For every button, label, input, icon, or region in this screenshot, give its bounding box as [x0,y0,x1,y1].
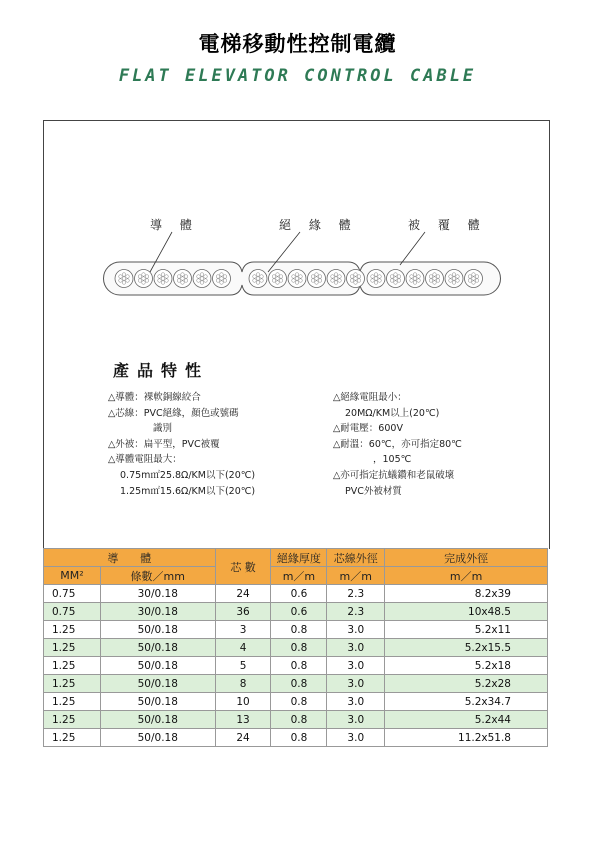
cell-mm2: 0.75 [44,603,101,621]
prop-sheath: △外被：扁平型，PVC被覆 [108,439,220,450]
core-insulation [288,270,306,288]
prop-voltage: △耐電壓：600V [333,423,403,434]
table-body [44,585,548,747]
cell-strands: 30/0.18 [100,603,215,621]
table-row [44,639,548,657]
cell-cores: 3 [215,621,271,639]
cell-strands: 50/0.18 [100,729,215,747]
core-insulation [115,270,133,288]
prop-core: △芯線：PVC絕緣，顏色或號碼 [108,408,239,419]
cell-mm2: 1.25 [44,675,101,693]
cell-cores: 24 [215,585,271,603]
cell-mm2: 1.25 [44,693,101,711]
prop-insulation-resistance-value: 20MΩ/KM以上(20℃) [345,408,440,419]
cell-insulation-thickness: 0.8 [271,675,327,693]
core-insulation [174,270,192,288]
core-insulation [445,270,463,288]
cell-insulation-thickness: 0.8 [271,657,327,675]
cell-insulation-thickness: 0.6 [271,603,327,621]
core-insulation [193,270,211,288]
table-row [44,621,548,639]
prop-conductor: △導體：裸軟銅線絞合 [108,392,201,403]
core-insulation [406,270,424,288]
cell-core-od: 3.0 [327,675,385,693]
prop-insulation-resistance: △絕緣電阻最小： [333,392,407,403]
table-row [44,729,548,747]
prop-resistance-125: 1.25m㎡15.6Ω/KM以下(20℃) [120,486,256,497]
cell-finished-od: 8.2x39 [385,585,548,603]
header-finished-od-unit: m／m [385,567,548,585]
core-insulation [269,270,287,288]
header-cores: 芯 數 [215,549,271,585]
core-insulation [213,270,231,288]
cell-insulation-thickness: 0.8 [271,729,327,747]
cell-finished-od: 5.2x15.5 [385,639,548,657]
cell-strands: 50/0.18 [100,639,215,657]
core-insulation [154,270,172,288]
prop-temperature: △耐溫：60℃，亦可指定80℃ [333,439,462,450]
cell-core-od: 3.0 [327,639,385,657]
conductor-label: 導 體 [150,218,199,232]
header-conductor: 導 體 [44,549,216,567]
cell-mm2: 1.25 [44,657,101,675]
header-strands: 條數／mm [100,567,215,585]
cell-mm2: 1.25 [44,711,101,729]
insulation-label: 絕 緣 體 [279,218,358,232]
header-finished-od: 完成外徑 [385,549,548,567]
core-insulation [249,270,267,288]
header-insulation-unit: m／m [271,567,327,585]
cell-core-od: 3.0 [327,711,385,729]
cell-strands: 50/0.18 [100,693,215,711]
cell-insulation-thickness: 0.8 [271,621,327,639]
cell-cores: 24 [215,729,271,747]
page-title: 電梯移動性控制電纜 [198,32,397,56]
core-insulation [465,270,483,288]
cell-cores: 10 [215,693,271,711]
cell-core-od: 3.0 [327,729,385,747]
table-row [44,711,548,729]
cell-insulation-thickness: 0.8 [271,639,327,657]
cell-core-od: 2.3 [327,603,385,621]
cell-cores: 36 [215,603,271,621]
sheath-leader-line [400,232,425,265]
cable-cross-section-diagram [0,0,595,340]
table-row [44,585,548,603]
table-header-row [44,549,548,567]
cell-mm2: 1.25 [44,729,101,747]
cell-insulation-thickness: 0.6 [271,585,327,603]
core-insulation [367,270,385,288]
cell-insulation-thickness: 0.8 [271,693,327,711]
cell-finished-od: 5.2x28 [385,675,548,693]
prop-resistance-075: 0.75m㎡25.8Ω/KM以下(20℃) [120,470,256,481]
prop-anti-rodent: △亦可指定抗蟻鑽和老鼠破壞 [333,470,455,481]
header-core-od: 芯線外徑 [327,549,385,567]
core-insulation [387,270,405,288]
header-core-od-unit: m／m [327,567,385,585]
table-subheader-row [44,567,548,585]
cell-core-od: 3.0 [327,657,385,675]
cell-finished-od: 5.2x18 [385,657,548,675]
cell-strands: 50/0.18 [100,657,215,675]
cell-cores: 4 [215,639,271,657]
core-insulation [135,270,153,288]
properties-title: 產品特性 [113,361,210,380]
cell-finished-od: 11.2x51.8 [385,729,548,747]
prop-core-cont: 識別 [153,423,173,434]
cell-core-od: 3.0 [327,693,385,711]
core-insulation [308,270,326,288]
cell-strands: 50/0.18 [100,711,215,729]
header-mm2: MM² [44,567,101,585]
prop-anti-rodent-cont: PVC外被材質 [345,486,402,497]
cell-mm2: 1.25 [44,621,101,639]
cell-strands: 50/0.18 [100,621,215,639]
cell-cores: 5 [215,657,271,675]
cell-mm2: 0.75 [44,585,101,603]
cell-finished-od: 5.2x34.7 [385,693,548,711]
core-insulation [327,270,345,288]
cell-finished-od: 5.2x11 [385,621,548,639]
cell-strands: 50/0.18 [100,675,215,693]
table-row [44,657,548,675]
cell-insulation-thickness: 0.8 [271,711,327,729]
header-insulation-thickness: 絕緣厚度 [271,549,327,567]
cell-finished-od: 5.2x44 [385,711,548,729]
core-insulation [347,270,365,288]
table-row [44,693,548,711]
spec-table [43,548,548,747]
core-insulation [426,270,444,288]
cell-core-od: 3.0 [327,621,385,639]
prop-temperature-cont: ，105℃ [373,454,412,465]
prop-resistance: △導體電阻最大： [108,454,182,465]
table-row [44,603,548,621]
cell-cores: 13 [215,711,271,729]
cell-strands: 30/0.18 [100,585,215,603]
cell-finished-od: 10x48.5 [385,603,548,621]
page-subtitle: FLAT ELEVATOR CONTROL CABLE [118,66,477,86]
cell-mm2: 1.25 [44,639,101,657]
sheath-label: 被 覆 體 [408,218,487,232]
cell-cores: 8 [215,675,271,693]
table-row [44,675,548,693]
cell-core-od: 2.3 [327,585,385,603]
